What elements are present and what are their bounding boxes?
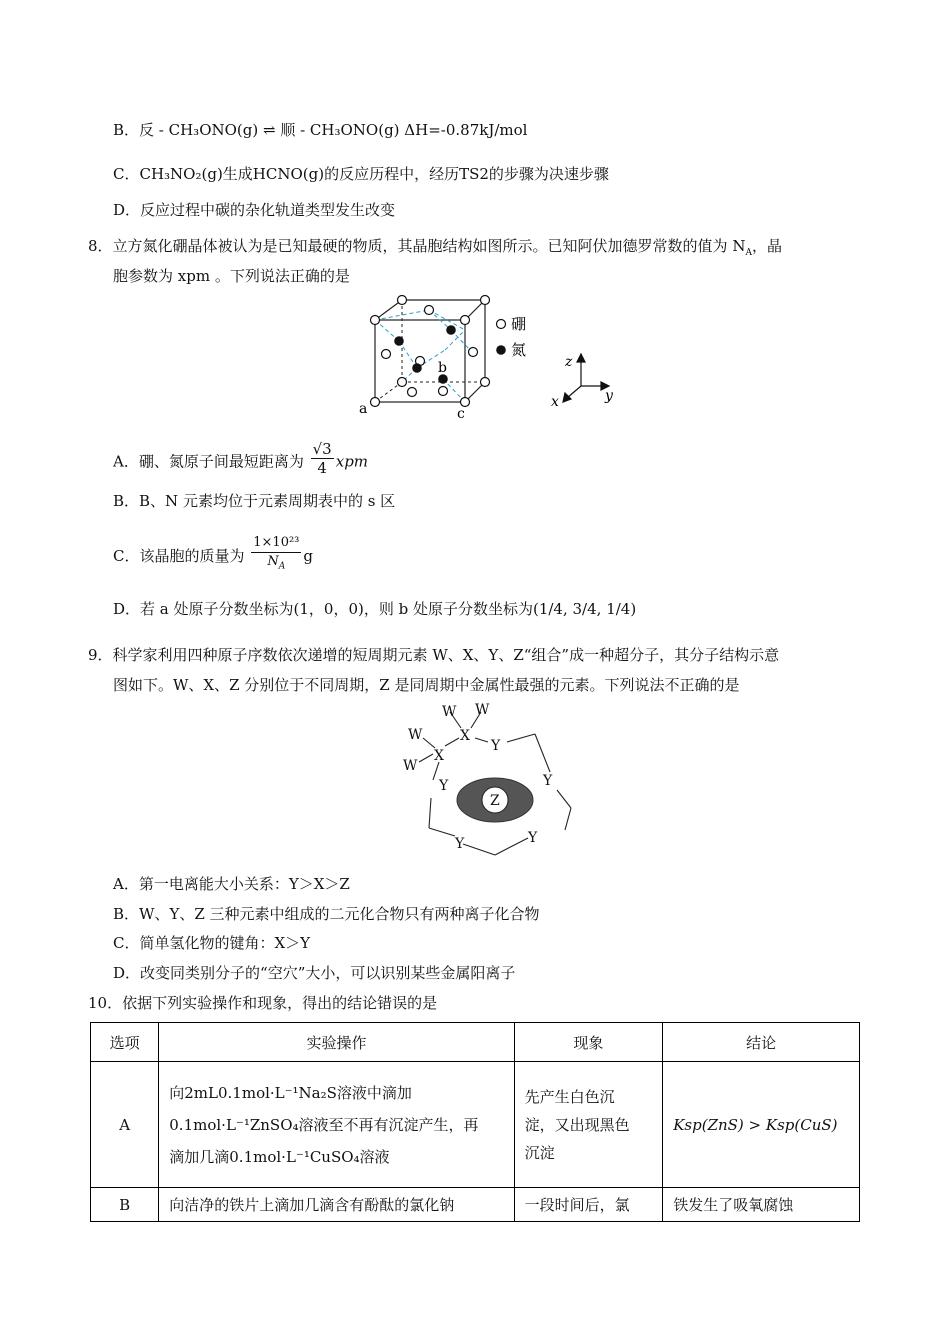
- row-a-phen-line3: 沉淀: [524, 1143, 555, 1162]
- q8-a-unit: xpm: [335, 452, 369, 471]
- row-a-phen-line2: 淀，又出现黑色: [524, 1115, 630, 1134]
- q9-option-b: B．W、Y、Z 三种元素中组成的二元化合物只有两种离子化合物: [113, 905, 540, 923]
- atom-y-4: Y: [455, 836, 465, 852]
- q8-a-numerator: √3: [312, 440, 332, 458]
- q8-stem-end: ，晶: [751, 237, 782, 255]
- atom-z: Z: [490, 793, 500, 809]
- q8-option-c: [113, 536, 313, 578]
- q9-stem-line2: 图如下。W、X、Z 分别位于不同周期，Z 是同周期中金属性最强的元素。下列说法不正确的是: [113, 676, 740, 694]
- row-a-conclusion: Ksp(ZnS) > Ksp(CuS): [663, 1062, 860, 1188]
- header-phenomenon: 现象: [514, 1023, 663, 1062]
- row-a-op-line2: 0.1mol·L⁻¹ZnSO₄溶液至不再有沉淀产生，再: [169, 1115, 479, 1134]
- atom-y-2: Y: [543, 773, 553, 789]
- q8-d-coord: (1/4, 3/4, 1/4): [532, 600, 637, 618]
- q8-option-b: B．B、N 元素均位于元素周期表中的 s 区: [113, 492, 396, 510]
- q8-c-unit: g: [303, 546, 314, 565]
- q8-na-sub: A: [745, 248, 752, 258]
- experiment-table: [90, 1022, 860, 1222]
- atom-y-1: Y: [491, 738, 501, 754]
- atom-w-2: W: [475, 702, 490, 718]
- q9-stem-line1: 9．科学家利用四种原子序数依次递增的短周期元素 W、X、Y、Z“组合”成一种超分子，其分子结构示意: [88, 646, 780, 664]
- header-operation: 实验操作: [159, 1023, 514, 1062]
- q7-option-c: [113, 164, 609, 184]
- axis-y-label: y: [605, 388, 613, 404]
- table-header-row: [91, 1023, 860, 1062]
- crystal-cell-figure: [355, 290, 635, 420]
- atom-y-3: Y: [528, 830, 538, 846]
- row-b-conclusion: 铁发生了吸氧腐蚀: [663, 1188, 860, 1222]
- legend-boron-label: 硼: [511, 315, 527, 333]
- q8-a-denominator: 4: [317, 459, 327, 477]
- header-conclusion: 结论: [663, 1023, 860, 1062]
- q7-option-b: B．反 - CH₃ONO(g) ⇌ 顺 - CH₃ONO(g) ΔH=-0.87kJ/mol: [113, 121, 528, 139]
- q9-option-a: A．第一电离能大小关系：Y＞X＞Z: [113, 875, 350, 893]
- q8-c-fraction: [251, 534, 301, 576]
- header-option: 选项: [91, 1023, 159, 1062]
- axis-x-label: x: [551, 394, 559, 410]
- q8-c-text: C．该晶胞的质量为: [113, 546, 245, 565]
- q8-d-text: D．若 a 处原子分数坐标为(1，0，0)，则 b 处原子分数坐标为: [113, 600, 533, 618]
- q8-c-numerator: 1×10²³: [251, 534, 301, 553]
- atom-w-1: W: [442, 704, 457, 720]
- q8-stem-line1: [88, 236, 782, 263]
- q8-stem-line2: 胞参数为 xpm 。下列说法正确的是: [113, 267, 350, 285]
- q7-option-c-text: 生成HCNO(g)的反应历程中，经历TS2的步骤为决速步骤: [222, 165, 609, 183]
- table-row: [91, 1062, 860, 1188]
- label-b: b: [438, 360, 447, 376]
- row-b-option: B: [91, 1188, 159, 1222]
- row-a-option: A: [91, 1062, 159, 1188]
- row-a-op-line3: 滴加几滴0.1mol·L⁻¹CuSO₄溶液: [169, 1147, 390, 1166]
- q8-a-fraction: [311, 440, 334, 477]
- atom-y-5: Y: [439, 778, 449, 794]
- row-b-phenomenon: 一段时间后，氯: [514, 1188, 663, 1222]
- q8-option-a: [113, 440, 369, 481]
- supramolecule-diagram: [395, 698, 595, 860]
- axis-z-label: z: [565, 354, 573, 370]
- q8-c-den-sub: A: [278, 561, 286, 572]
- row-a-phenomenon: [514, 1062, 663, 1188]
- label-a: a: [359, 401, 368, 417]
- row-b-operation: 向洁净的铁片上滴加几滴含有酚酞的氯化钠: [159, 1188, 514, 1222]
- q10-stem: 10．依据下列实验操作和现象，得出的结论错误的是: [88, 994, 438, 1012]
- row-a-op-line1: 向2mL0.1mol·L⁻¹Na₂S溶液中滴加: [169, 1083, 412, 1102]
- label-c: c: [457, 406, 465, 420]
- q9-option-d: D．改变同类别分子的“空穴”大小，可以识别某些金属阳离子: [113, 964, 516, 982]
- legend-nitrogen-marker: [496, 345, 506, 355]
- q8-option-d: [113, 599, 636, 619]
- legend-boron-marker: [497, 320, 506, 329]
- row-a-operation: [159, 1062, 514, 1188]
- table-row: [91, 1188, 860, 1222]
- q7-option-c-formula: C．CH₃NO₂(g): [113, 165, 223, 183]
- atom-x-1: X: [460, 728, 470, 744]
- q8-c-denominator: N: [267, 554, 279, 569]
- q8-a-text: A．硼、氮原子间最短距离为: [113, 452, 304, 471]
- atom-w-3: W: [408, 727, 423, 743]
- row-a-phen-line1: 先产生白色沉: [524, 1087, 615, 1106]
- atom-x-2: X: [434, 748, 444, 764]
- atom-w-4: W: [403, 758, 418, 774]
- legend-nitrogen-label: 氮: [511, 341, 527, 359]
- q9-option-c: C．简单氢化物的键角：X＞Y: [113, 934, 311, 952]
- q7-option-d: D．反应过程中碳的杂化轨道类型发生改变: [113, 201, 396, 219]
- q8-stem-text: 8．立方氮化硼晶体被认为是已知最硬的物质，其晶胞结构如图所示。已知阿伏加德罗常数的值为 N: [88, 237, 746, 255]
